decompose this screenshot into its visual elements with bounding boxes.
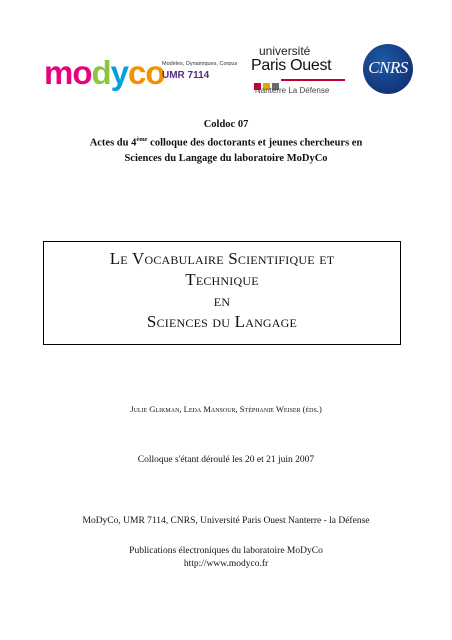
colloque-date: Colloque s'étant déroulé les 20 et 21 juin 2007: [137, 455, 315, 465]
title-line-2: Technique: [185, 270, 259, 289]
authors: Julie Glikman, Leda Mansour, Stéphanie Weiser (éds.): [130, 404, 322, 414]
university-label: université: [259, 44, 311, 58]
modyco-tagline: Modèles, Dynamiques, Corpus: [162, 61, 238, 67]
modyco-wordmark: modyco: [44, 54, 165, 91]
website-link[interactable]: http://www.modyco.fr: [183, 559, 269, 569]
logo-bar: [0, 40, 452, 110]
publications-line: Publications électroniques du laboratoire MoDyCo: [129, 546, 323, 556]
modyco-umr: UMR 7114: [162, 70, 210, 81]
university-location: Nanterre La Défense: [255, 86, 330, 95]
title-line-1: Le Vocabulaire Scientifique et: [109, 249, 335, 268]
title-box: [43, 241, 401, 345]
intro-line-3: Sciences du Langage du laboratoire MoDyCo: [124, 152, 328, 164]
title-line-3: en: [213, 291, 231, 310]
university-logo: [247, 44, 351, 104]
university-name: Paris Ouest: [251, 57, 332, 74]
intro-line-2: Actes du 4ème colloque des doctorants et jeunes chercheurs en: [89, 136, 363, 149]
affiliation: MoDyCo, UMR 7114, CNRS, Université Paris Ouest Nanterre - la Défense: [82, 516, 370, 526]
cnrs-text: CNRS: [368, 58, 408, 77]
cnrs-logo: [363, 44, 413, 94]
publications: [30, 545, 422, 571]
intro-block: [30, 117, 422, 166]
title-line-4: Sciences du Langage: [146, 312, 298, 331]
university-bar: [281, 79, 345, 81]
modyco-logo: [44, 54, 238, 91]
intro-line-1: Coldoc 07: [203, 119, 249, 130]
